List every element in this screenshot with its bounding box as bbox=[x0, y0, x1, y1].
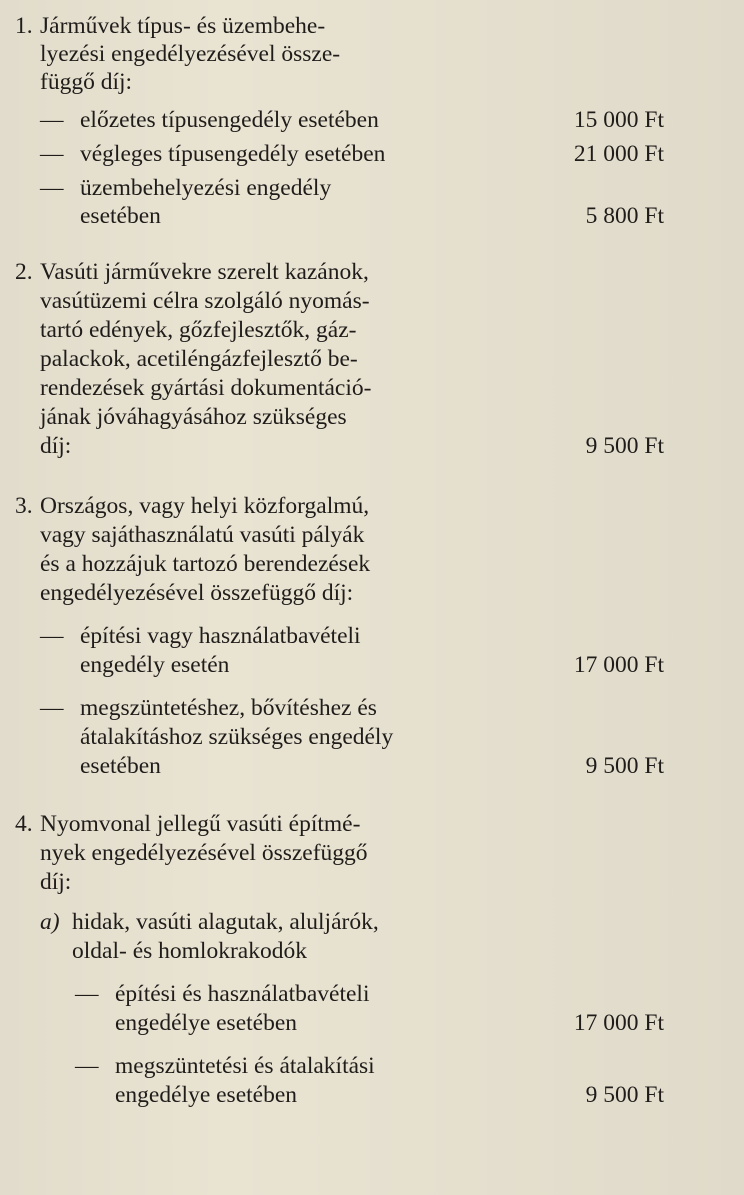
fee-amount: 17 000 Ft bbox=[573, 652, 664, 678]
item-number: 1. bbox=[15, 13, 33, 39]
item-text-line: Országos, vagy helyi közforgalmú, bbox=[40, 493, 370, 519]
dash-marker: — bbox=[75, 1053, 99, 1079]
subitem-text: engedélye esetében bbox=[115, 1082, 298, 1108]
item-text-line: rendezések gyártási dokumentáció- bbox=[40, 375, 372, 401]
item-text-line: palackok, acetiléngázfejlesztő be- bbox=[40, 346, 358, 372]
item-text-line: tartó edények, gőzfejlesztők, gáz- bbox=[40, 317, 357, 343]
subitem-text: engedélye esetében bbox=[115, 1010, 298, 1036]
subitem-text: építési és használatbavételi bbox=[115, 981, 370, 1007]
fee-amount: 9 500 Ft bbox=[585, 433, 664, 459]
item-text-line: lyezési engedélyezésével össze- bbox=[40, 41, 341, 67]
item-text-line: nyek engedélyezésével összefüggő bbox=[40, 840, 368, 866]
subitem-text: átalakításhoz szükséges engedély bbox=[80, 724, 394, 750]
fee-amount: 17 000 Ft bbox=[573, 1010, 664, 1036]
fee-amount: 9 500 Ft bbox=[585, 753, 664, 779]
dash-marker: — bbox=[75, 981, 99, 1007]
dash-marker: — bbox=[40, 623, 64, 649]
subsection-text: oldal- és homlokrakodók bbox=[72, 938, 307, 964]
item-text-line: Járművek típus- és üzembehe- bbox=[40, 13, 326, 39]
item-text-line: Vasúti járművekre szerelt kazánok, bbox=[40, 259, 369, 285]
subitem-text: esetében bbox=[80, 203, 161, 229]
subitem-text: előzetes típusengedély esetében bbox=[80, 107, 379, 133]
subitem-text: megszüntetéshez, bővítéshez és bbox=[80, 695, 377, 721]
fee-amount: 5 800 Ft bbox=[585, 203, 664, 229]
item-text-line: díj: bbox=[40, 433, 72, 459]
fee-amount: 15 000 Ft bbox=[573, 107, 664, 133]
item-text-line: jának jóváhagyásához szükséges bbox=[40, 404, 347, 430]
item-text-line: vagy sajáthasználatú vasúti pályák bbox=[40, 522, 365, 548]
fee-amount: 9 500 Ft bbox=[585, 1082, 664, 1108]
item-text-line: és a hozzájuk tartozó berendezések bbox=[40, 551, 371, 577]
item-number: 2. bbox=[15, 259, 33, 285]
subitem-text: megszüntetési és átalakítási bbox=[115, 1053, 375, 1079]
item-number: 3. bbox=[15, 493, 33, 519]
dash-marker: — bbox=[40, 175, 64, 201]
item-text-line: díj: bbox=[40, 869, 72, 895]
item-text-line: függő díj: bbox=[40, 69, 133, 95]
item-number: 4. bbox=[15, 811, 33, 837]
item-text-line: Nyomvonal jellegű vasúti építmé- bbox=[40, 811, 361, 837]
item-text-line: engedélyezésével összefüggő díj: bbox=[40, 580, 354, 606]
dash-marker: — bbox=[40, 141, 64, 167]
subsection-text: hidak, vasúti alagutak, aluljárók, bbox=[72, 909, 379, 935]
subitem-text: építési vagy használatbavételi bbox=[80, 623, 361, 649]
item-text-line: vasútüzemi célra szolgáló nyomás- bbox=[40, 288, 370, 314]
dash-marker: — bbox=[40, 107, 64, 133]
subitem-text: üzembehelyezési engedély bbox=[80, 175, 332, 201]
subsection-label: a) bbox=[40, 909, 60, 935]
subitem-text: végleges típusengedély esetében bbox=[80, 141, 386, 167]
subitem-text: esetében bbox=[80, 753, 161, 779]
dash-marker: — bbox=[40, 695, 64, 721]
fee-amount: 21 000 Ft bbox=[573, 141, 664, 167]
subitem-text: engedély esetén bbox=[80, 652, 230, 678]
